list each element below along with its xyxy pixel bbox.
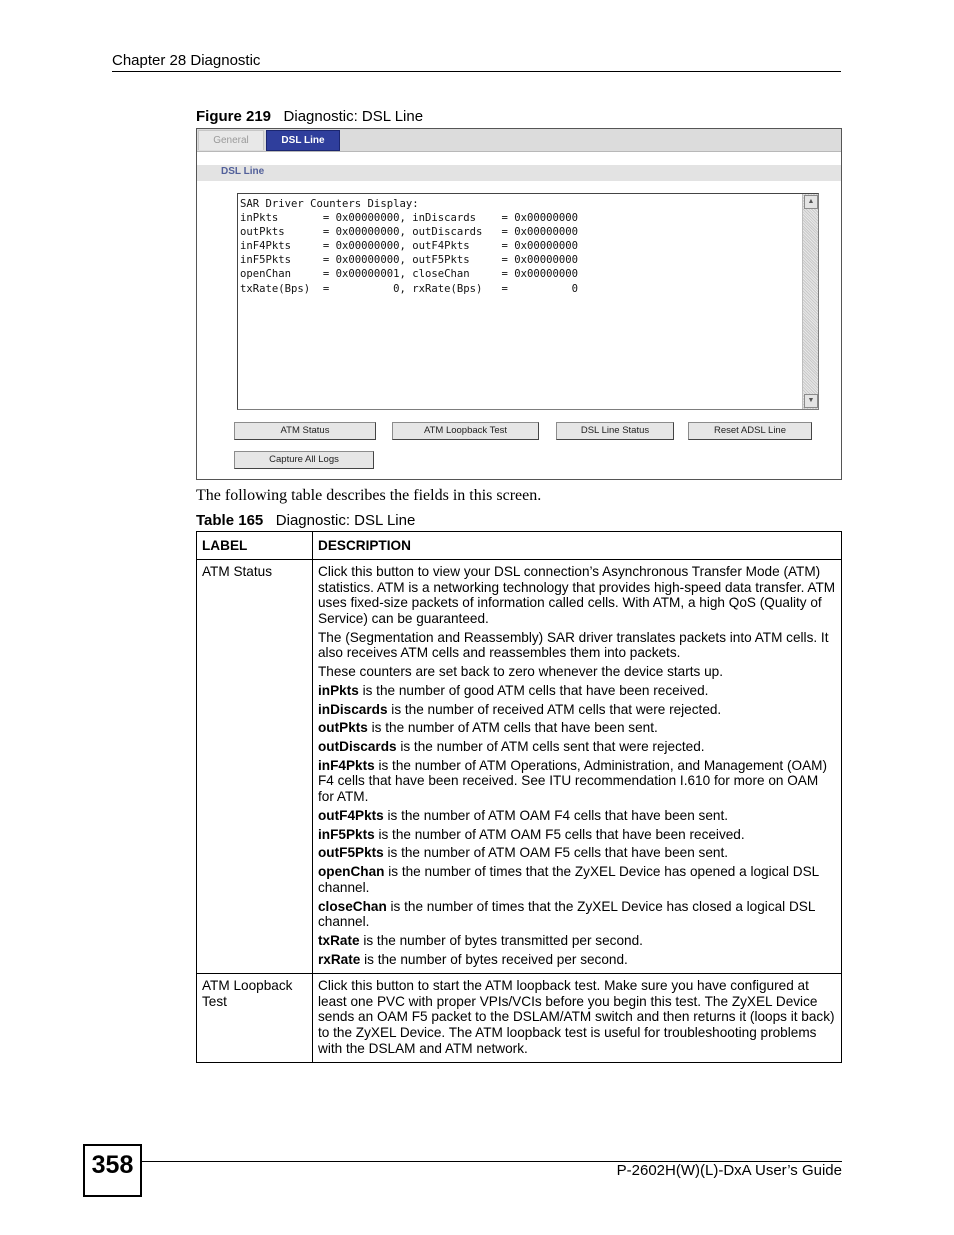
description-paragraph [318,827,836,843]
description-paragraph [318,808,836,824]
scroll-up-icon[interactable]: ▲ [804,195,818,209]
description-paragraph [318,845,836,861]
field-term: openChan [318,864,385,880]
row-description [313,560,842,974]
row-label: ATM Loopback Test [197,974,313,1063]
field-description: is the number of good ATM cells that have been received. [358,682,709,698]
capture-all-logs-button[interactable]: Capture All Logs [234,451,374,469]
field-term: outDiscards [318,739,397,755]
field-description: is the number of bytes received per second. [360,951,628,967]
field-description: These counters are set back to zero whenever the device starts up. [318,663,724,679]
field-description: is the number of ATM cells sent that were rejected. [396,739,705,755]
column-header-description: DESCRIPTION [313,532,842,560]
section-title: DSL Line [221,166,265,177]
table-row [197,560,842,974]
field-description: Click this button to view your DSL connection’s Asynchronous Transfer Mode (ATM) statistics. ATM is a networking technology that provides high-speed data transfer. ATM uses fixed-size packets of information called cells. With ATM, a high QoS (Quality of Service) can be guaranteed. [318,564,836,626]
table-label: Table 165 [196,512,264,529]
scroll-down-icon[interactable]: ▼ [804,394,818,408]
dsl-line-status-button[interactable]: DSL Line Status [556,422,674,440]
description-paragraph [318,864,836,895]
description-paragraph [318,683,836,699]
column-header-label: LABEL [197,532,313,560]
field-description: is the number of ATM cells that have been sent. [367,720,658,736]
field-term: txRate [318,932,360,948]
field-description: is the number of bytes transmitted per second. [359,932,643,948]
screenshot-frame [196,128,842,480]
tab-bar [197,129,841,152]
description-paragraph [318,933,836,949]
table-header-row [197,532,842,560]
header-rule [112,71,841,72]
description-paragraph [318,702,836,718]
console-text: SAR Driver Counters Display: inPkts = 0x00000000, inDiscards = 0x00000000 outPkts = 0x00000000, outDiscards = 0x00000000 inF4Pkts = 0x00000000, outF4Pkts = 0x00000000 inF5Pkts = 0x00000000, outF5Pkts = 0x00000000 openChan = 0x00000001, closeChan = 0x00000000 txRate(Bps) = 0, rxRate(Bps) = 0 [240,198,579,295]
field-term: inPkts [318,682,359,698]
description-paragraph [318,664,836,680]
field-term: inF4Pkts [318,757,375,773]
tab-general[interactable]: General [198,130,264,150]
description-paragraph [318,899,836,930]
field-term: outPkts [318,720,368,736]
field-description: is the number of received ATM cells that were rejected. [387,701,722,717]
field-description: is the number of ATM OAM F5 cells that have been sent. [383,845,729,861]
guide-title: P-2602H(W)(L)-DxA User’s Guide [616,1162,842,1179]
description-paragraph [318,758,836,805]
field-term: rxRate [318,951,361,967]
reset-adsl-line-button[interactable]: Reset ADSL Line [688,422,812,440]
table-caption [196,512,415,529]
atm-loopback-test-button[interactable]: ATM Loopback Test [392,422,539,440]
section-bar [197,165,841,181]
intro-text: The following table describes the fields in this screen. [196,487,542,504]
figure-label: Figure 219 [196,108,272,125]
field-description: Click this button to start the ATM loopback test. Make sure you have configured at least one PVC with proper VPIs/VCIs before you begin this test. The ZyXEL Device sends an OAM F5 packet to the DSLAM/ATM switch and then returns it (loops it back) to the ZyXEL Device. The ATM loopback test is useful for troubleshooting problems with the DSLAM and ATM network. [318,978,835,1056]
description-paragraph [318,564,836,626]
atm-status-button[interactable]: ATM Status [234,422,376,440]
field-term: inF5Pkts [318,826,375,842]
field-term: outF5Pkts [318,845,384,861]
chapter-header: Chapter 28 Diagnostic [112,52,261,69]
counters-console[interactable] [237,193,819,410]
field-description: The (Segmentation and Reassembly) SAR driver translates packets into ATM cells. It also receives ATM cells and reassembles them into packets. [318,629,829,661]
field-description: is the number of ATM OAM F4 cells that have been sent. [383,807,729,823]
tab-dsl-line[interactable]: DSL Line [266,130,340,151]
description-paragraph [318,952,836,968]
description-table [196,531,842,1063]
row-label: ATM Status [197,560,313,974]
page-number: 358 [91,1151,134,1179]
table-row [197,974,842,1063]
figure-title: Diagnostic: DSL Line [283,108,424,125]
description-paragraph [318,720,836,736]
console-scrollbar[interactable] [802,194,818,409]
field-description: is the number of ATM Operations, Administration, and Management (OAM) F4 cells that have been received. See ITU recommendation I.610 for more on OAM for ATM. [318,757,827,805]
description-paragraph [318,739,836,755]
field-description: is the number of ATM OAM F5 cells that have been received. [374,826,745,842]
field-term: closeChan [318,898,387,914]
field-description: is the number of times that the ZyXEL Device has closed a logical DSL channel. [318,898,815,930]
field-term: outF4Pkts [318,807,384,823]
table-title: Diagnostic: DSL Line [275,512,416,529]
description-paragraph [318,978,836,1056]
field-description: is the number of times that the ZyXEL Device has opened a logical DSL channel. [318,864,819,895]
field-term: inDiscards [318,701,388,717]
description-paragraph [318,630,836,661]
row-description [313,974,842,1063]
figure-caption [196,108,423,125]
